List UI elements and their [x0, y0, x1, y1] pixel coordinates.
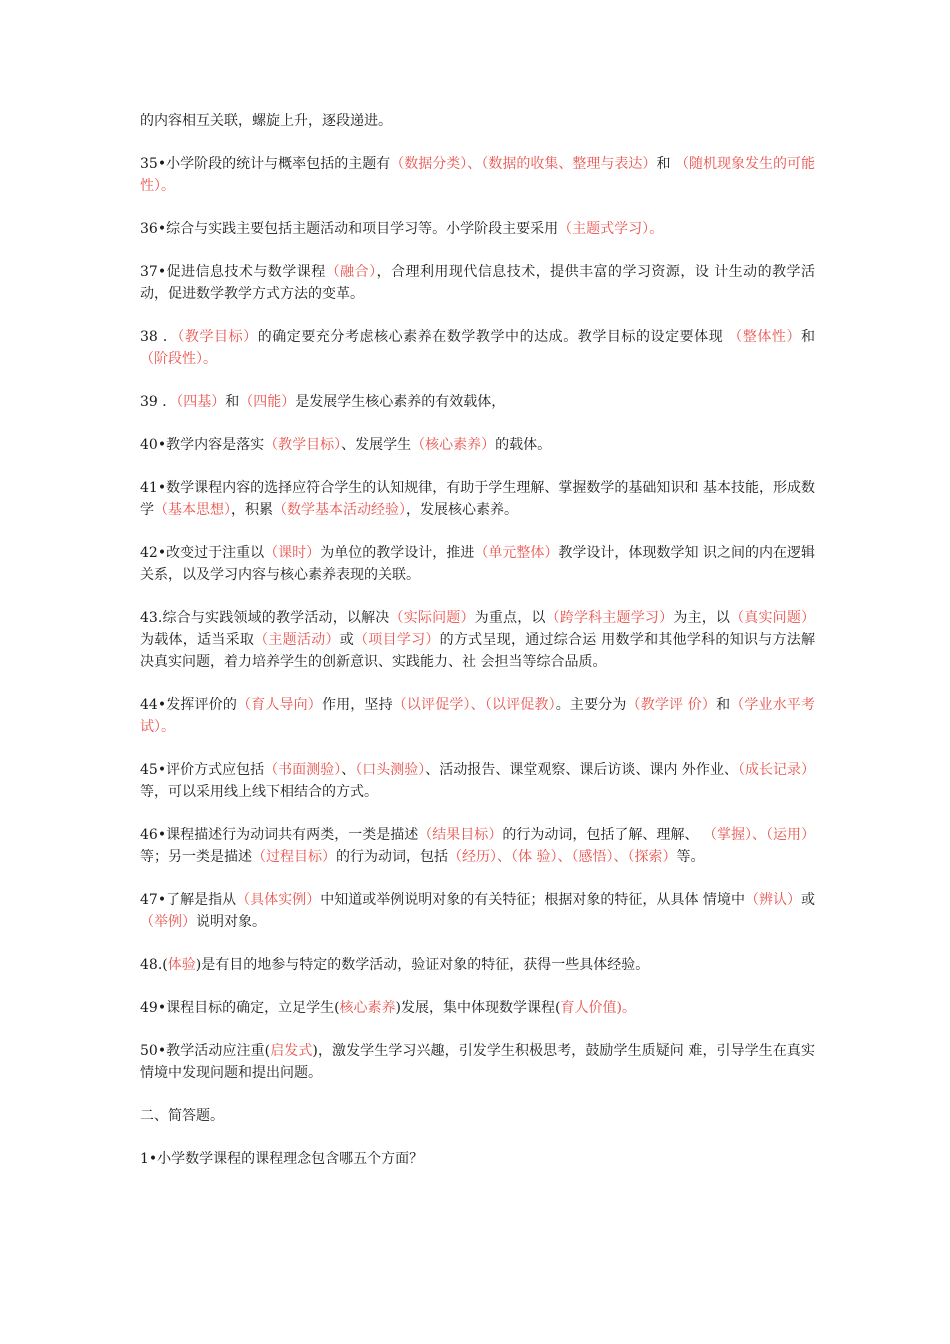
question-text: 43.综合与实践领域的教学活动，以解决: [140, 610, 390, 626]
paragraph: [140, 889, 815, 933]
question-text: 等，可以采用线上线下相结合的方式。: [140, 784, 378, 800]
question-text: 42•改变过于注重以: [140, 545, 265, 561]
answer-text: （四基）: [176, 394, 226, 410]
answer-text: 核心素养: [339, 1000, 396, 1016]
question-text: 为单位的教学设计，推进: [320, 545, 475, 561]
question-text: 48.(: [140, 957, 168, 973]
paragraph: [140, 110, 815, 132]
answer-text: （主题式学习）。: [558, 221, 664, 237]
question-text: 的确定要充分考虑核心素养在数学教学中的达成。教学目标的设定要体现: [257, 329, 729, 345]
question-text: 37•促进信息技术与数学课程: [140, 264, 326, 280]
question-text: 或: [339, 632, 355, 648]
question-text: 、: [341, 762, 356, 778]
question-text: 的行为动词，包括了解、理解、: [502, 827, 703, 843]
paragraph: [140, 694, 815, 738]
paragraph: [140, 434, 815, 456]
question-text: 1•小学数学课程的课程理念包含哪五个方面？: [140, 1151, 424, 1167]
answer-text: （单元整体）: [474, 545, 559, 561]
answer-text: （教学目标）: [264, 437, 342, 453]
answer-text: （结果目标）: [418, 827, 503, 843]
answer-text: （举例）: [140, 914, 196, 930]
answer-text: （书面测验）: [264, 762, 342, 778]
question-text: 38 ．: [140, 329, 178, 345]
question-text: 等。: [676, 849, 705, 865]
question-text: 的行为动词，包括: [336, 849, 448, 865]
answer-text: 启发式: [270, 1043, 313, 1059]
question-text: )发展，集中体现数学课程(: [395, 1000, 561, 1016]
question-text: 是发展学生核心素养的有效载体，: [295, 394, 506, 410]
question-text: ，积累: [231, 502, 273, 518]
answer-text: （经历）、（体 验）、（感悟）、（探索）: [448, 849, 677, 865]
paragraph: [140, 954, 815, 976]
paragraph: [140, 759, 815, 803]
paragraph: [140, 1148, 815, 1170]
answer-text: （数据分类）、（数据的收集、整理与表达）: [390, 156, 657, 172]
answer-text: （实际问题）: [389, 610, 475, 626]
question-text: ，发展核心素养。: [406, 502, 518, 518]
question-text: 47•了解是指从: [140, 892, 237, 908]
question-text: )，激发学生学习兴趣，引发学生积极思考，鼓励学生质疑问 难，引导学生在真实情境中发现问题和提出问题。: [140, 1043, 815, 1081]
question-text: 36•综合与实践主要包括主题活动和项目学习等。小学阶段主要采用: [140, 221, 559, 237]
question-text: 、活动报告、课堂观察、课后访谈、课内 外作业、: [425, 762, 738, 778]
question-text: 教学设计，体现数学知 识之间的内在逻辑关系，以及学习内容与核心素养表现的关联。: [140, 545, 816, 583]
answer-text: （掌握）、（运用）: [702, 827, 816, 843]
question-text: 为主，以: [673, 610, 731, 626]
paragraph: [140, 391, 815, 413]
answer-text: （口头测验）: [355, 762, 426, 778]
question-text: 39 ．: [140, 394, 177, 410]
answer-text: 育人价值)。: [560, 1000, 636, 1016]
answer-text: （跨学科主题学习）: [545, 610, 674, 626]
question-text: 、发展学生: [341, 437, 412, 453]
paragraph: [140, 1040, 815, 1084]
document-page: [140, 110, 815, 1191]
paragraph: [140, 824, 815, 868]
answer-text: （整体性）: [728, 329, 802, 345]
answer-text: （四能）: [239, 394, 296, 410]
answer-text: （教学评 价）: [626, 697, 717, 713]
paragraph: [140, 261, 815, 305]
paragraph: [140, 477, 815, 521]
question-text: 中知道或举例说明对象的有关特征；根据对象的特征，从具体 情境中: [320, 892, 745, 908]
question-text: 和: [801, 329, 816, 345]
question-text: 或: [801, 892, 816, 908]
answer-text: （课时）: [264, 545, 321, 561]
question-text: 49•课程目标的确定，立足学生(: [140, 1000, 340, 1016]
answer-text: （辨认）: [744, 892, 802, 908]
answer-text: （育人导向）: [237, 697, 322, 713]
question-text: ，合理利用现代信息技术，提供丰富的学习资源，设 计生动的教学活动，促进数学教学方式方法的变革。: [140, 264, 816, 302]
paragraph: [140, 218, 815, 240]
answer-text: （数学基本活动经验）: [273, 502, 406, 518]
question-text: 45•评价方式应包括: [140, 762, 265, 778]
question-text: 和: [716, 697, 731, 713]
paragraph: [140, 153, 815, 197]
paragraph: [140, 607, 815, 673]
paragraph: [140, 542, 815, 586]
question-text: )是有目的地参与特定的数学活动，验证对象的特征，获得一些具体经验。: [195, 957, 650, 973]
question-text: 40•教学内容是落实: [140, 437, 265, 453]
answer-text: （主题活动）: [254, 632, 340, 648]
answer-text: （以评促学）、（以评促教）: [392, 697, 556, 713]
answer-text: （基本思想）: [154, 502, 231, 518]
answer-text: （学业水平考试）。: [140, 697, 816, 735]
answer-text: 体验: [167, 957, 196, 973]
answer-text: （成长记录）: [737, 762, 816, 778]
answer-text: （教学目标）: [177, 329, 258, 345]
question-text: 和: [225, 394, 240, 410]
question-text: 50•教学活动应注重(: [140, 1043, 271, 1059]
answer-text: （具体实例）: [236, 892, 321, 908]
paragraph: [140, 1105, 815, 1127]
answer-text: （阶段性）。: [140, 351, 217, 367]
paragraph: [140, 997, 815, 1019]
question-text: 等；另一类是描述: [140, 849, 252, 865]
answer-text: （项目学习）: [354, 632, 440, 648]
question-text: 的内容相互关联，螺旋上升，逐段递进。: [140, 113, 392, 129]
question-text: 41•数学课程内容的选择应符合学生的认知规律，有助于学生理解、掌握数学的基础知识和 基本技能，形成数学: [140, 480, 815, 518]
question-text: 35•小学阶段的统计与概率包括的主题有: [140, 156, 391, 172]
question-text: 的载体。: [495, 437, 552, 453]
question-text: 的方式呈现，通过综合运 用数学和其他学科的知识与方法解决真实问题，着力培养学生的创新意识、实践能力、社 会担当等综合品质。: [140, 632, 816, 670]
paragraph: [140, 326, 815, 370]
question-text: 。主要分为: [555, 697, 627, 713]
answer-text: （随机现象发生的可能性）。: [140, 156, 816, 194]
answer-text: （真实问题）: [730, 610, 816, 626]
question-text: 44•发挥评价的: [140, 697, 238, 713]
answer-text: （核心素养）: [411, 437, 496, 453]
question-text: 46•课程描述行为动词共有两类，一类是描述: [140, 827, 419, 843]
question-text: 二、简答题。: [140, 1108, 224, 1124]
question-text: 为重点，以: [474, 610, 546, 626]
answer-text: （过程目标）: [252, 849, 336, 865]
question-text: 和: [656, 156, 675, 172]
question-text: 作用，坚持: [321, 697, 393, 713]
answer-text: （融合）: [325, 264, 377, 280]
question-text: 为载体，适当采取: [140, 632, 255, 648]
question-text: 说明对象。: [196, 914, 266, 930]
